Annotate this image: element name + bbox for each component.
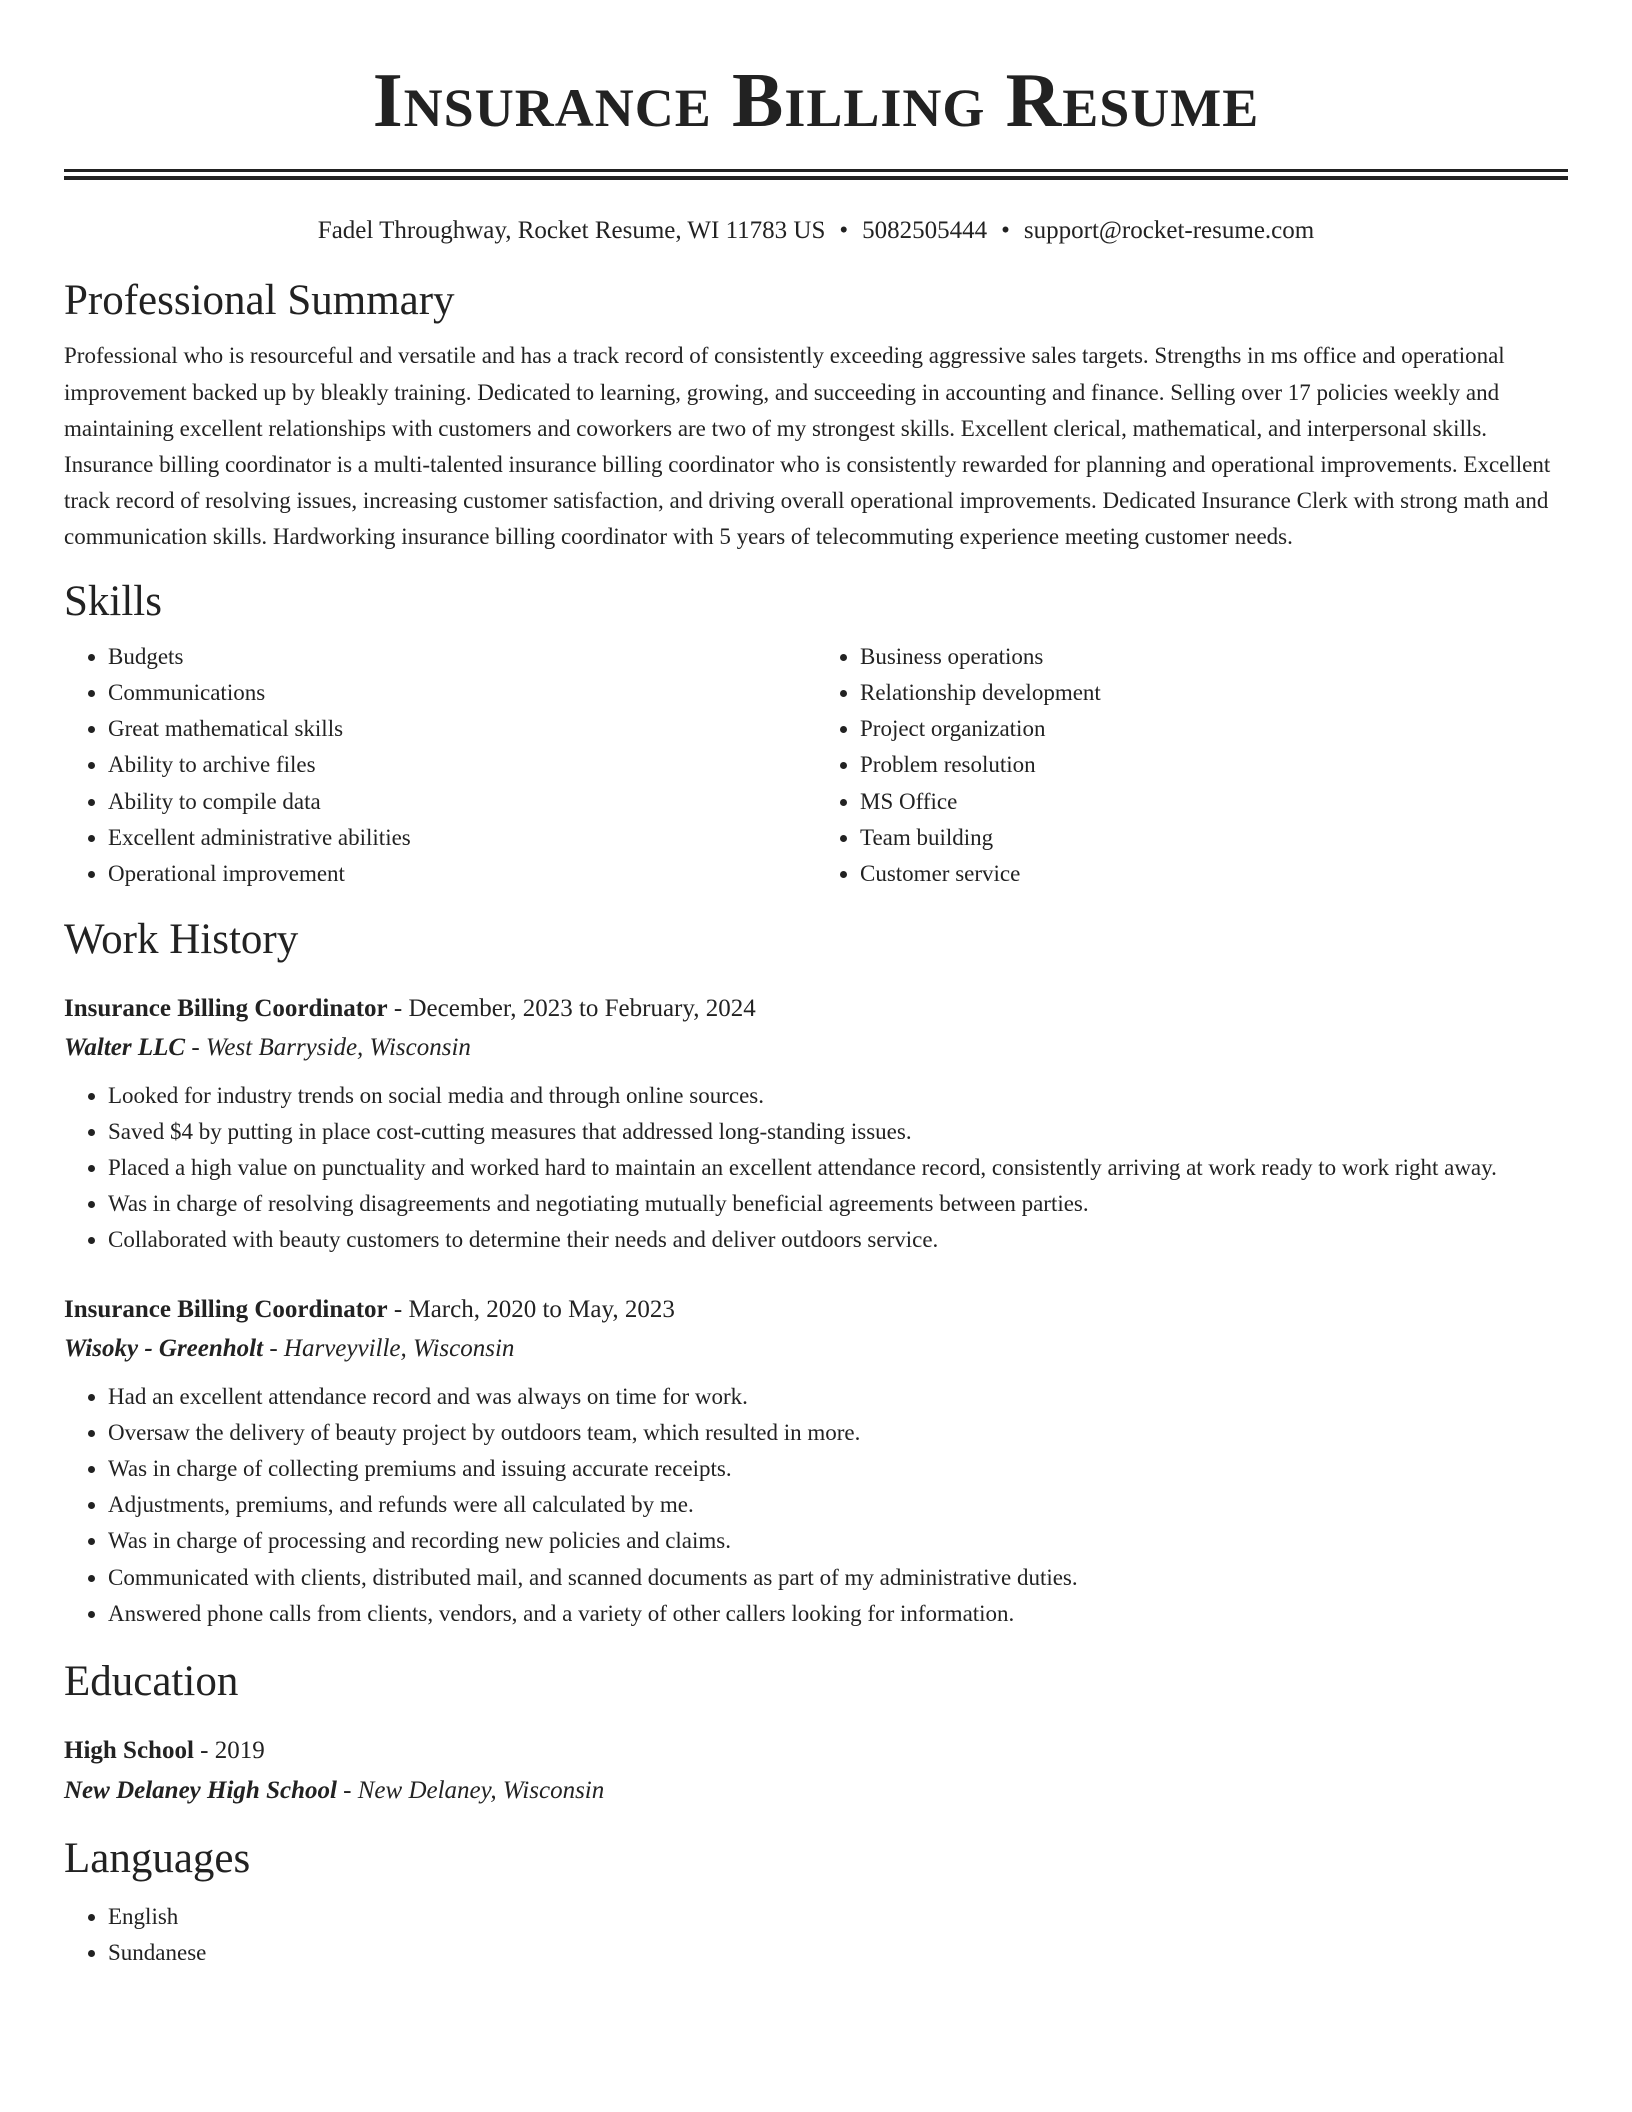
job-company: Wisoky - Greenholt — [64, 1334, 264, 1362]
job-entry — [64, 1291, 1568, 1632]
summary-heading: Professional Summary — [64, 277, 455, 324]
contact-separator: • — [1001, 217, 1010, 244]
job-bullet: • Saved $4 by putting in place cost-cutting measures that addressed long-standing issues. — [108, 1114, 1568, 1150]
education-school-line — [64, 1771, 1568, 1811]
skill-item: • Ability to archive files — [108, 747, 816, 783]
education-degree-line — [64, 1731, 1568, 1771]
job-bullet: • Collaborated with beauty customers to determine their needs and deliver outdoors service. — [108, 1222, 1568, 1258]
skills-heading: Skills — [64, 577, 162, 625]
skills-left-column — [64, 639, 816, 892]
dash: - — [387, 1295, 409, 1323]
summary-text: Professional who is resourceful and versatile and has a track record of consistently exceeding aggressive sales targets. Strengths in ms office and operational improvement backed up by bleakly training. Dedicated to learning, growing, and succeeding in accounting and finance. Selling over 17 policies weekly and maintaining excellent relationships with customers and coworkers are two of my strongest skills. Excellent clerical, mathematical, and interpersonal skills. Insurance billing coordinator is a multi-talented insurance billing coordinator who is consistently rewarded for planning and operational improvements. Excellent track record of resolving issues, increasing customer satisfaction, and driving overall operational improvements. Dedicated Insurance Clerk with strong math and communication skills. Hardworking insurance billing coordinator with 5 years of telecommuting experience meeting customer needs. — [64, 343, 1551, 550]
contact-email: support@rocket-resume.com — [1023, 217, 1315, 244]
dash: - — [193, 1737, 215, 1765]
contact-separator: • — [839, 217, 849, 244]
skill-item: • Communications — [108, 675, 816, 711]
language-item: • English — [108, 1899, 1568, 1935]
job-dates: December, 2023 to February, 2024 — [408, 994, 756, 1022]
resume-title: Insurance Billing Resume — [372, 57, 1260, 143]
skill-item: • Team building — [860, 820, 1568, 856]
job-bullet: • Had an excellent attendance record and was always on time for work. — [108, 1379, 1568, 1415]
skill-item: • Customer service — [860, 856, 1568, 892]
contact-line — [64, 215, 1568, 247]
contact-phone: 5082505444 — [862, 217, 988, 244]
education-year: 2019 — [214, 1737, 265, 1765]
job-title-line — [64, 990, 1568, 1028]
job-bullet: • Oversaw the delivery of beauty project by outdoors team, which resulted in more. — [108, 1415, 1568, 1451]
job-title: Insurance Billing Coordinator — [64, 1295, 388, 1323]
skill-item: • Excellent administrative abilities — [108, 820, 816, 856]
skill-item: • Budgets — [108, 639, 816, 675]
job-company-line — [64, 1028, 1568, 1068]
job-bullet: • Placed a high value on punctuality and worked hard to maintain an excellent attendance record, consistently arriving at work ready to work right away. — [108, 1150, 1568, 1186]
skill-item: • Relationship development — [860, 675, 1568, 711]
job-bullet: • Was in charge of collecting premiums and issuing accurate receipts. — [108, 1451, 1568, 1487]
job-bullet: • Adjustments, premiums, and refunds were all calculated by me. — [108, 1487, 1568, 1523]
skill-item: • Project organization — [860, 711, 1568, 747]
dash: - — [387, 994, 409, 1022]
job-title: Insurance Billing Coordinator — [64, 994, 388, 1022]
education-location: New Delaney, Wisconsin — [357, 1777, 605, 1805]
dash: - — [336, 1777, 358, 1805]
skill-item: • MS Office — [860, 784, 1568, 820]
skill-item: • Great mathematical skills — [108, 711, 816, 747]
language-item: • Sundanese — [108, 1935, 1568, 1971]
skill-item: • Ability to compile data — [108, 784, 816, 820]
work-history-heading: Work History — [64, 916, 299, 964]
job-bullet: • Was in charge of resolving disagreements and negotiating mutually beneficial agreements between parties. — [108, 1186, 1568, 1222]
job-entry — [64, 990, 1568, 1259]
job-bullet: • Communicated with clients, distributed mail, and scanned documents as part of my administrative duties. — [108, 1560, 1568, 1596]
job-bullet: • Was in charge of processing and recording new policies and claims. — [108, 1523, 1568, 1559]
skill-item: • Business operations — [860, 639, 1568, 675]
job-bullets — [64, 1078, 1568, 1259]
education-school: New Delaney High School — [64, 1777, 337, 1805]
languages-heading: Languages — [64, 1835, 251, 1883]
skills-grid — [64, 639, 1568, 892]
education-degree: High School — [64, 1737, 194, 1765]
job-location: Harveyville, Wisconsin — [283, 1334, 515, 1362]
job-bullet: • Answered phone calls from clients, vendors, and a variety of other callers looking for information. — [108, 1596, 1568, 1632]
job-company-line — [64, 1329, 1568, 1369]
job-company: Walter LLC — [64, 1033, 186, 1061]
job-bullet: • Looked for industry trends on social media and through online sources. — [108, 1078, 1568, 1114]
job-location: West Barryside, Wisconsin — [205, 1033, 471, 1061]
dash: - — [185, 1033, 206, 1061]
skill-item: • Operational improvement — [108, 856, 816, 892]
job-dates: March, 2020 to May, 2023 — [408, 1295, 675, 1323]
skill-item: • Problem resolution — [860, 747, 1568, 783]
job-title-line — [64, 1291, 1568, 1329]
title-divider — [64, 169, 1568, 180]
dash: - — [263, 1334, 284, 1362]
contact-address: Fadel Throughway, Rocket Resume, WI 11783 US — [317, 217, 826, 244]
education-heading: Education — [64, 1657, 239, 1705]
job-bullets — [64, 1379, 1568, 1632]
skills-right-column — [816, 639, 1568, 892]
languages-list — [64, 1899, 1568, 1971]
